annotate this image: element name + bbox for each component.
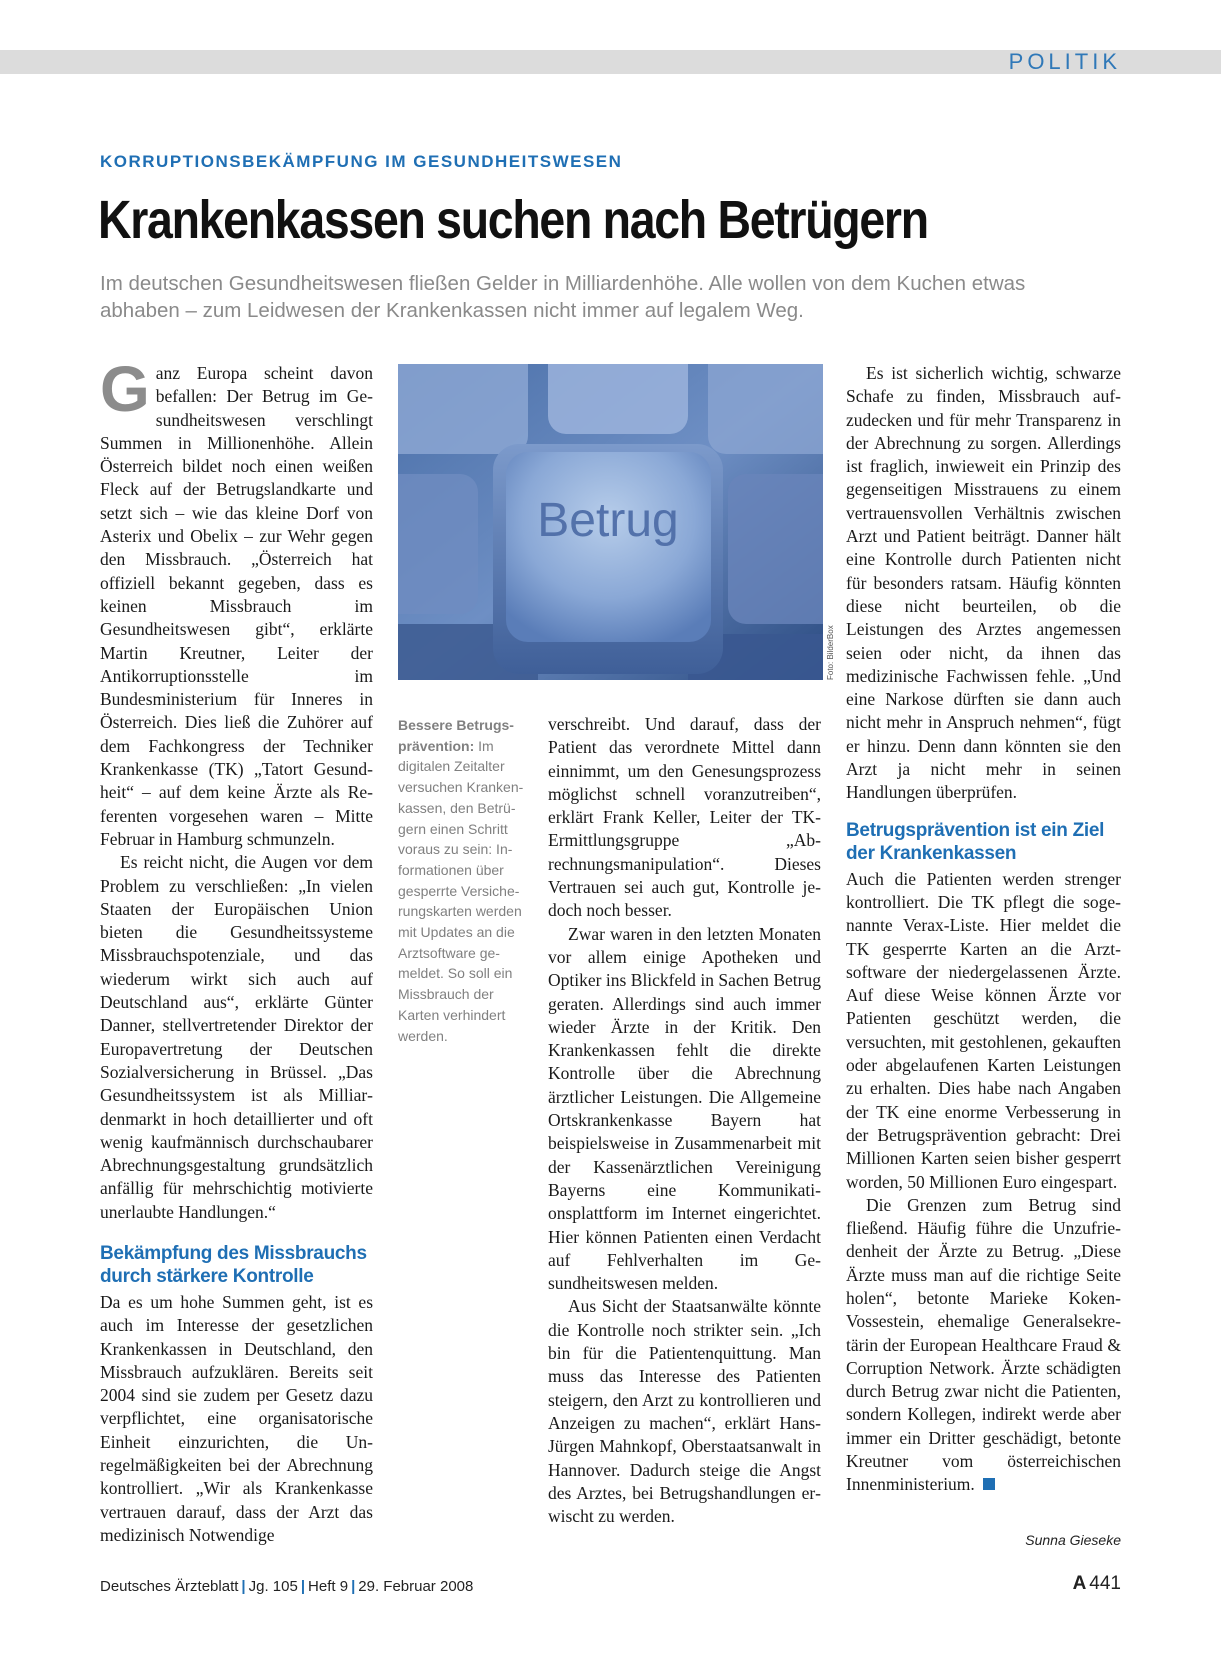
article-title: Krankenkassen suchen nach Betrügern <box>98 190 928 250</box>
paragraph-7: Es ist sicherlich wichtig, schwarze Schafe zu finden, Missbrauch aufzudecken und für mehr Transparenz in der Abrechnung zu sorgen. Allerdings ist fraglich, inwieweit ein Prinzip des gegenseitigen Misstrauens zu einem vertrauensvollen Verhältnis zwischen Arzt und Patient beiträgt. Danner hält eine Kontrolle durch Patienten nicht für besonders ratsam. Häufig könnten diese nicht beurteilen, ob die Leistungen des Arztes angemessen seien oder nicht, da ihnen das medizinische Fachwissen fehle. „Und eine Narkose dürften sie dann auch nicht mehr in Anspruch nehmen“, fügt er hinzu. Denn dann könnten sie den Arzt ja nicht mehr in seinen Handlungen überprüfen. <box>846 363 1121 803</box>
drop-cap: G <box>100 353 150 425</box>
column-3 <box>548 713 821 1528</box>
page-number-value: 441 <box>1089 1573 1121 1594</box>
paragraph-5: Zwar waren in den letzten Monaten vor allem einige Apotheken und Optiker ins Blickfeld in Sachen Betrug geraten. Allerdings sind auch immer wieder Ärzte in der Kritik. Den Krankenkassen fehlt die direkte Kontrolle über die Abrechnung ärztlicher Leistungen. Die Allgemeine Ortskrankenkasse Bayern hat beispielsweise in Zusammenarbeit mit der Kassenärztlichen Vereinigung Bayerns eine Kommunikationsplattform im Internet eingerichtet. Hier können Patienten einen Verdacht auf Fehlverhalten im Gesundheitswesen melden. <box>548 923 821 1294</box>
paragraph-2: Es reicht nicht, die Augen vor dem Problem zu verschließen: „In vielen Staaten der Europäischen Union bieten die Gesundheitssysteme Missbrauchspotenziale, und das wiederum wirkt sich auch auf Deutschland aus“, erklärte Günter Danner, stellvertretender Direktor der Europavertretung der Deutschen Sozialversicherung in Brüssel. „Das Gesundheitssystem ist als Milliardenmarkt in hoch detaillierter und oft wenig kaufmännisch durchschaubarer Abrechnungsgestaltung grundsätzlich anfällig für mehrschichtig motivierte unerlaubte Handlungen.“ <box>100 852 373 1222</box>
paragraph-3: Da es um hohe Summen geht, ist es auch im Interesse der gesetzlichen Krankenkassen in Deutschland, den Missbrauch aufzuklären. Bereits seit 2004 sind sie zudem per Gesetz dazu verpflichtet, eine organisatorische Einheit einzurichten, die Unregelmäßigkeiten bei der Abrechnung kontrolliert. „Wir als Krankenkasse vertrauen darauf, dass der Arzt das medizinisch Notwendige <box>100 1291 373 1545</box>
issue-date: 29. Februar 2008 <box>358 1578 474 1595</box>
key-label: Betrug <box>537 494 679 547</box>
author-name: Sunna Gieseke <box>1025 1532 1121 1548</box>
footer-citation: Deutsches Ärzteblatt | Jg. 105 | Heft 9 | 29. Februar 2008 <box>100 1578 474 1595</box>
paragraph-1-text: anz Europa scheint davon befallen: Der Betrug im Gesundheitswesen verschlingt Summen in Millionenhöhe. Allein Österreich bildet noch einen weißen Fleck auf der Betrugslandkarte und setzt sich – wie das kleine Dorf von Asterix und Obelix – zur Wehr gegen den Missbrauch. „Österreich hat offiziell bekannt gegeben, dass es keinen Missbrauch im Gesundheitswesen gibt“, erklärte Martin Kreutner, Leiter der Antikorruptionsstelle im Bundesministerium für Inneres in Österreich. Dies ließ die Zuhörer auf dem Fachkongress der Techniker Krankenkasse (TK) „Tatort Gesundheit“ – auf dem keine Ärzte als Referenten vorgesehen waren – Mitte Februar in Hamburg schmunzeln. <box>100 363 373 849</box>
paragraph-9 <box>846 1194 1121 1497</box>
photo-caption <box>398 715 530 1046</box>
section-label: POLITIK <box>1008 49 1121 74</box>
publication-name: Deutsches Ärzteblatt <box>100 1578 239 1595</box>
subheading-2: Betrugsprävention ist ein Ziel der Krankenkassen <box>846 819 1105 864</box>
photo-credit: Foto: BilderBox <box>826 625 835 680</box>
volume: Jg. 105 <box>248 1578 298 1595</box>
paragraph-1 <box>100 353 373 851</box>
end-mark-icon <box>983 1478 995 1490</box>
issue: Heft 9 <box>308 1578 349 1595</box>
column-1 <box>100 353 373 1547</box>
article-kicker: KORRUPTIONSBEKÄMPFUNG IM GESUNDHEITSWESEN <box>100 152 623 171</box>
keyboard-photo <box>398 364 823 680</box>
paragraph-9-text: Die Grenzen zum Betrug sind fließend. Häufig führe die Unzufriedenheit der Ärzte zu Betrug. „Diese Ärzte muss man auf die richtige Seite holen“, betonte Marieke Koken-Vossestein, ehemalige Generalsekretärin der European Healthcare Fraud & Corruption Network. Ärzte schädigten durch Betrug zwar nicht die Patienten, sondern Kollegen, indirekt werde aber immer ein Dritter geschädigt, betonte Kreutner vom österreichischen Innenministerium. <box>846 1194 1121 1495</box>
paragraph-8: Auch die Patienten werden strenger kontrolliert. Die TK pflegt die sogenannte Verax-Liste. Hier meldet die TK gesperrte Karten an die Arztsoftware der niedergelassenen Ärzte. Auf diese Weise können Ärzte vor Patienten geschützt werden, die versuchten, mit gestohlenen, gekauften oder abgelaufenen Karten Leistungen zu erhalten. Dies habe nach Angaben der TK eine enorme Verbesserung in der Betrugsprävention gebracht: Drei Millionen Karten seien bisher gesperrt worden, 50 Millionen Euro eingespart. <box>846 868 1121 1192</box>
article-lead: Im deutschen Gesundheitswesen fließen Gelder in Milliardenhöhe. Alle wollen von dem Kuchen etwas abhaben – zum Leidwesen der Krankenkassen nicht immer auf legalem Weg. <box>100 272 1026 322</box>
subheading-1: Bekämpfung des Missbrauchs durch stärkere Kontrolle <box>100 1242 367 1287</box>
caption-text: Im digitalen Zeitalter versuchen Krankenkassen, den Betrügern einen Schritt voraus zu sein: Informationen über gesperrte Versicherungskarten werden mit Updates an die Arztsoftware gemeldet. So soll ein Missbrauch der Karten verhindert werden. <box>398 737 524 1044</box>
page-prefix: A <box>1072 1573 1087 1594</box>
column-4 <box>846 362 1121 1497</box>
page-number <box>1073 1573 1121 1595</box>
paragraph-4: verschreibt. Und darauf, dass der Patient das verordnete Mittel dann einnimmt, um den Genesungsprozess möglichst schnell voranzutreiben“, erklärt Frank Keller, Leiter der TK-Ermittlungsgruppe „Abrechnungsmanipulation“. Dieses Vertrauen sei auch gut, Kontrolle jedoch noch besser. <box>548 714 821 921</box>
caption-title: Bessere Betrugsprävention: <box>398 717 514 754</box>
paragraph-6: Aus Sicht der Staatsanwälte könnte die Kontrolle noch strikter sein. „Ich bin für die Patientenquittung. Man muss das Interesse des Patienten steigern, den Arzt zu kontrollieren und Anzeigen zu machen“, erklärt Hans-Jürgen Mahnkopf, Oberstaatsanwalt in Hannover. Dadurch steige die Angst des Arztes, bei Betrugshandlungen erwischt zu werden. <box>548 1296 821 1527</box>
